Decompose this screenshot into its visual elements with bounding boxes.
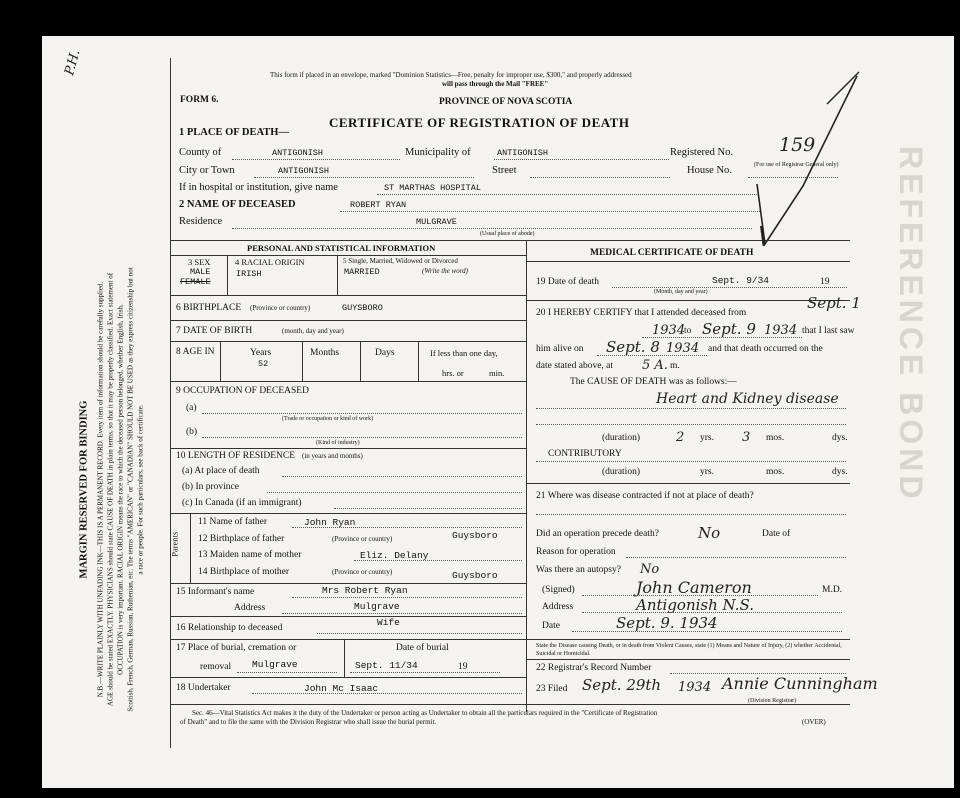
father-bp-note: (Province or country) (332, 535, 393, 543)
op-date-label: Date of (762, 529, 791, 539)
operation-label: Did an operation precede death? (536, 529, 659, 539)
physician-date-label: Date (542, 621, 560, 631)
mos-label-2: mos. (766, 467, 785, 477)
footer-line-1: Sec. 46—Vital Statistics Act makes it the duty of the Undertaker or person acting as Undertaker to obtain all the particulars required in the "Certificate of Registration (192, 709, 658, 717)
father-value: John Ryan (304, 517, 356, 528)
burial-place-label: 17 Place of burial, cremation or (176, 643, 297, 653)
deceased-name-label: 2 NAME OF DECEASED (179, 199, 296, 210)
birthplace-note: (Province or country) (250, 304, 311, 312)
mos-label: mos. (766, 433, 785, 443)
yrs-label-2: yrs. (700, 467, 714, 477)
informant-address: Mulgrave (354, 601, 400, 612)
municipality-value: ANTIGONISH (497, 148, 549, 158)
cause-value: Heart and Kidney disease (656, 391, 839, 407)
deceased-name: ROBERT RYAN (350, 200, 407, 210)
margin-line-1: N.B.—WRITE PLAINLY WITH UNFADING INK—THIS IS A PERMANENT RECORD. Every item of information should be carefully supplied. (96, 281, 105, 698)
occupation-a: (a) (186, 403, 197, 413)
division-registrar-note: (Division Registrar) (748, 698, 797, 704)
relationship-label: 16 Relationship to deceased (176, 623, 283, 633)
certificate-title: CERTIFICATE OF REGISTRATION OF DEATH (329, 115, 630, 130)
physician-signature: John Cameron (636, 578, 752, 597)
sex-label: 3 SEX (188, 257, 211, 267)
death-date-label: 19 Date of death (536, 277, 600, 287)
racial-value: IRISH (236, 269, 262, 279)
residence-c: (c) In Canada (if an immigrant) (182, 498, 302, 508)
certify-from: Sept. 1 (807, 294, 861, 312)
certify-year-a: 1934 (652, 323, 686, 338)
death-time: 5 A. (642, 358, 668, 373)
father-label: 11 Name of father (198, 517, 268, 527)
operation-value: No (698, 524, 721, 542)
residence-note: (Usual place of abode) (480, 231, 535, 237)
margin-binding-label: MARGIN RESERVED FOR BINDING (78, 400, 90, 579)
margin-line-2: AGE should be stated EXACTLY. PHYSICIANS should state CAUSE OF DEATH in plain terms, so that it may be properly classified. Exact statement of (106, 272, 115, 707)
dys-label: dys. (832, 433, 848, 443)
death-date-value: Sept. 9/34 (712, 275, 770, 286)
last-seen-year: 1934 (666, 341, 700, 356)
autopsy-label: Was there an autopsy? (536, 565, 621, 575)
years-value: 52 (258, 359, 269, 369)
death-time-m: m. (670, 361, 680, 371)
dob-label: 7 DATE OF BIRTH (176, 326, 253, 336)
sex-female: FEMALE (180, 277, 211, 287)
footer-over: (OVER) (802, 718, 826, 726)
certify-date-stated: date stated above, at (536, 361, 614, 371)
mother-label: 13 Maiden name of mother (198, 550, 302, 560)
duration-yrs: 2 (676, 430, 685, 445)
physician-address: Antigonish N.S. (636, 596, 754, 614)
death-year: 19 (820, 277, 830, 287)
margin-instructions (79, 190, 146, 790)
occupation-b: (b) (186, 427, 198, 437)
dys-label-2: dys. (832, 467, 848, 477)
hospital-label: If in hospital or institution, give name (179, 182, 338, 193)
marital-value: MARRIED (344, 267, 380, 277)
county-value: ANTIGONISH (272, 148, 324, 158)
birthplace-value: GUYSBORO (342, 303, 383, 313)
duration-label: (duration) (602, 433, 640, 443)
record-number-label: 22 Registrar's Record Number (536, 663, 652, 673)
marital-note: (Write the word) (422, 267, 469, 275)
dob-note: (month, day and year) (282, 327, 344, 335)
residence-heading: 10 LENGTH OF RESIDENCE (176, 451, 296, 461)
reason-label: Reason for operation (536, 547, 616, 557)
footer-line-2: of Death" and to file the same with the Division Registrar who shall issue the burial permit. (180, 718, 437, 726)
municipality-label: Municipality of (405, 147, 471, 158)
informant-label: 15 Informant's name (176, 587, 255, 597)
less-than-day-label: If less than one day, (430, 348, 498, 358)
mail-note-1: This form if placed in an envelope, marked "Dominion Statistics—Free, penalty for improper use, $300," and properly addressed (270, 71, 632, 79)
check-mark (737, 66, 877, 246)
cause-label: The CAUSE OF DEATH was as follows:— (570, 377, 737, 387)
last-seen-date: Sept. 8 (606, 338, 660, 356)
certify-last-saw: that I last saw (802, 326, 855, 336)
county-label: County of (179, 147, 222, 158)
burial-date-value: Sept. 11/34 (355, 660, 418, 671)
hrs-label: hrs. or (442, 368, 464, 378)
racial-label: 4 RACIAL ORIGIN (235, 257, 305, 267)
father-bp-label: 12 Birthplace of father (198, 534, 285, 544)
death-date-note: (Month, day and year) (654, 289, 708, 295)
certify-year-b: 1934 (764, 323, 798, 338)
residence-label: Residence (179, 216, 223, 227)
months-label: Months (310, 348, 340, 358)
physician-date: Sept. 9. 1934 (616, 614, 718, 632)
registered-label: Registered No. (670, 147, 733, 158)
father-bp-value: Guysboro (452, 530, 498, 541)
certify-to: Sept. 9 (702, 320, 756, 338)
filed-year: 1934 (678, 680, 712, 695)
city-label: City or Town (179, 165, 235, 176)
city-value: ANTIGONISH (278, 166, 330, 176)
column-divider (526, 240, 527, 712)
residence-a: (a) At place of death (182, 466, 260, 476)
certify-alive-on: him alive on (536, 344, 584, 354)
q21-label: 21 Where was disease contracted if not at place of death? (536, 491, 754, 501)
mother-bp-label: 14 Birthplace of mother (198, 567, 290, 577)
burial-date-label: Date of burial (396, 643, 449, 653)
duration-mos: 3 (742, 430, 751, 445)
occupation-heading: 9 OCCUPATION OF DECEASED (176, 386, 309, 396)
registered-number: 159 (779, 134, 816, 156)
filed-date: Sept. 29th (582, 676, 662, 694)
reference-stamp: REFERENCE BOND (893, 146, 929, 503)
certify-line-1: 20 I HEREBY CERTIFY that I attended deceased from (536, 308, 747, 318)
marital-label: 5 Single, Married, Widowed or Divorced (343, 257, 458, 265)
yrs-label: yrs. (700, 433, 714, 443)
form-number: FORM 6. (180, 95, 219, 105)
sex-male: MALE (190, 267, 211, 277)
province-title: PROVINCE OF NOVA SCOTIA (439, 97, 573, 107)
mother-bp-note: (Province or country) (332, 568, 393, 576)
certificate-sheet (42, 36, 954, 788)
filed-label: 23 Filed (536, 684, 568, 694)
informant-address-label: Address (234, 603, 266, 613)
street-label: Street (492, 165, 517, 176)
personal-heading: PERSONAL AND STATISTICAL INFORMATION (247, 243, 436, 253)
certify-death-occurred: and that death occurred on the (708, 344, 823, 354)
residence-b: (b) In province (182, 482, 239, 492)
registrar-signature: Annie Cunningham (722, 674, 878, 693)
informant-value: Mrs Robert Ryan (322, 585, 408, 596)
age-label: 8 AGE IN (176, 347, 215, 357)
residence-heading-note: (in years and months) (302, 452, 363, 460)
physician-address-label: Address (542, 602, 574, 612)
days-label: Days (375, 348, 395, 358)
registrar-general-note: (For use of Registrar General only) (754, 162, 839, 168)
parents-label: Parents (169, 531, 180, 557)
md-label: M.D. (822, 585, 843, 595)
duration-label-2: (duration) (602, 467, 640, 477)
corner-note: P.H. (62, 48, 84, 77)
place-heading: 1 PLACE OF DEATH— (179, 127, 289, 138)
contributory-label: CONTRIBUTORY (548, 449, 622, 459)
birthplace-label: 6 BIRTHPLACE (176, 303, 242, 313)
mother-value: Eliz. Delany (360, 550, 429, 561)
margin-line-3: OCCUPATION is very important. RACIAL ORIGIN means the race to which the deceased person belonged, whether English, Irish, (116, 304, 125, 675)
mother-bp-value: Guysboro (452, 570, 498, 581)
occupation-a-note: (Trade or occupation or kind of work) (282, 416, 374, 422)
house-label: House No. (687, 165, 732, 176)
signed-label: (Signed) (542, 585, 575, 595)
occupation-b-note: (Kind of industry) (316, 440, 360, 446)
margin-line-4: Scottish, French, German, Russian, Ruthenian, etc. The terms "AMERICAN" or "CANADIAN" SHOULD NOT BE USED as they express citizenship but not (126, 267, 135, 712)
burial-place-value: Mulgrave (252, 659, 298, 670)
medical-note: State the Disease causing Death, or in death from Violent Causes, state (1) Means and Nature of Injury, (2) whether Accidental, Suicidal or Homicidal. (536, 643, 842, 657)
undertaker-label: 18 Undertaker (176, 683, 231, 693)
medical-heading: MEDICAL CERTIFICATE OF DEATH (590, 248, 754, 258)
mail-note-2: will pass through the Mail "FREE" (442, 80, 549, 88)
relationship-value: Wife (377, 617, 400, 628)
burial-removal-label: removal (200, 662, 232, 672)
autopsy-value: No (640, 562, 660, 577)
min-label: min. (489, 368, 505, 378)
years-label: Years (250, 348, 272, 358)
residence-value: MULGRAVE (416, 217, 457, 227)
binding-rule (170, 58, 171, 748)
certify-to-word: to (684, 326, 692, 336)
burial-year-suffix: 19 (458, 662, 468, 672)
hospital-value: ST MARTHAS HOSPITAL (384, 183, 481, 193)
margin-line-5: a race or people. For such particulars, see back of certificate. (136, 404, 145, 575)
undertaker-value: John Mc Isaac (304, 683, 379, 694)
